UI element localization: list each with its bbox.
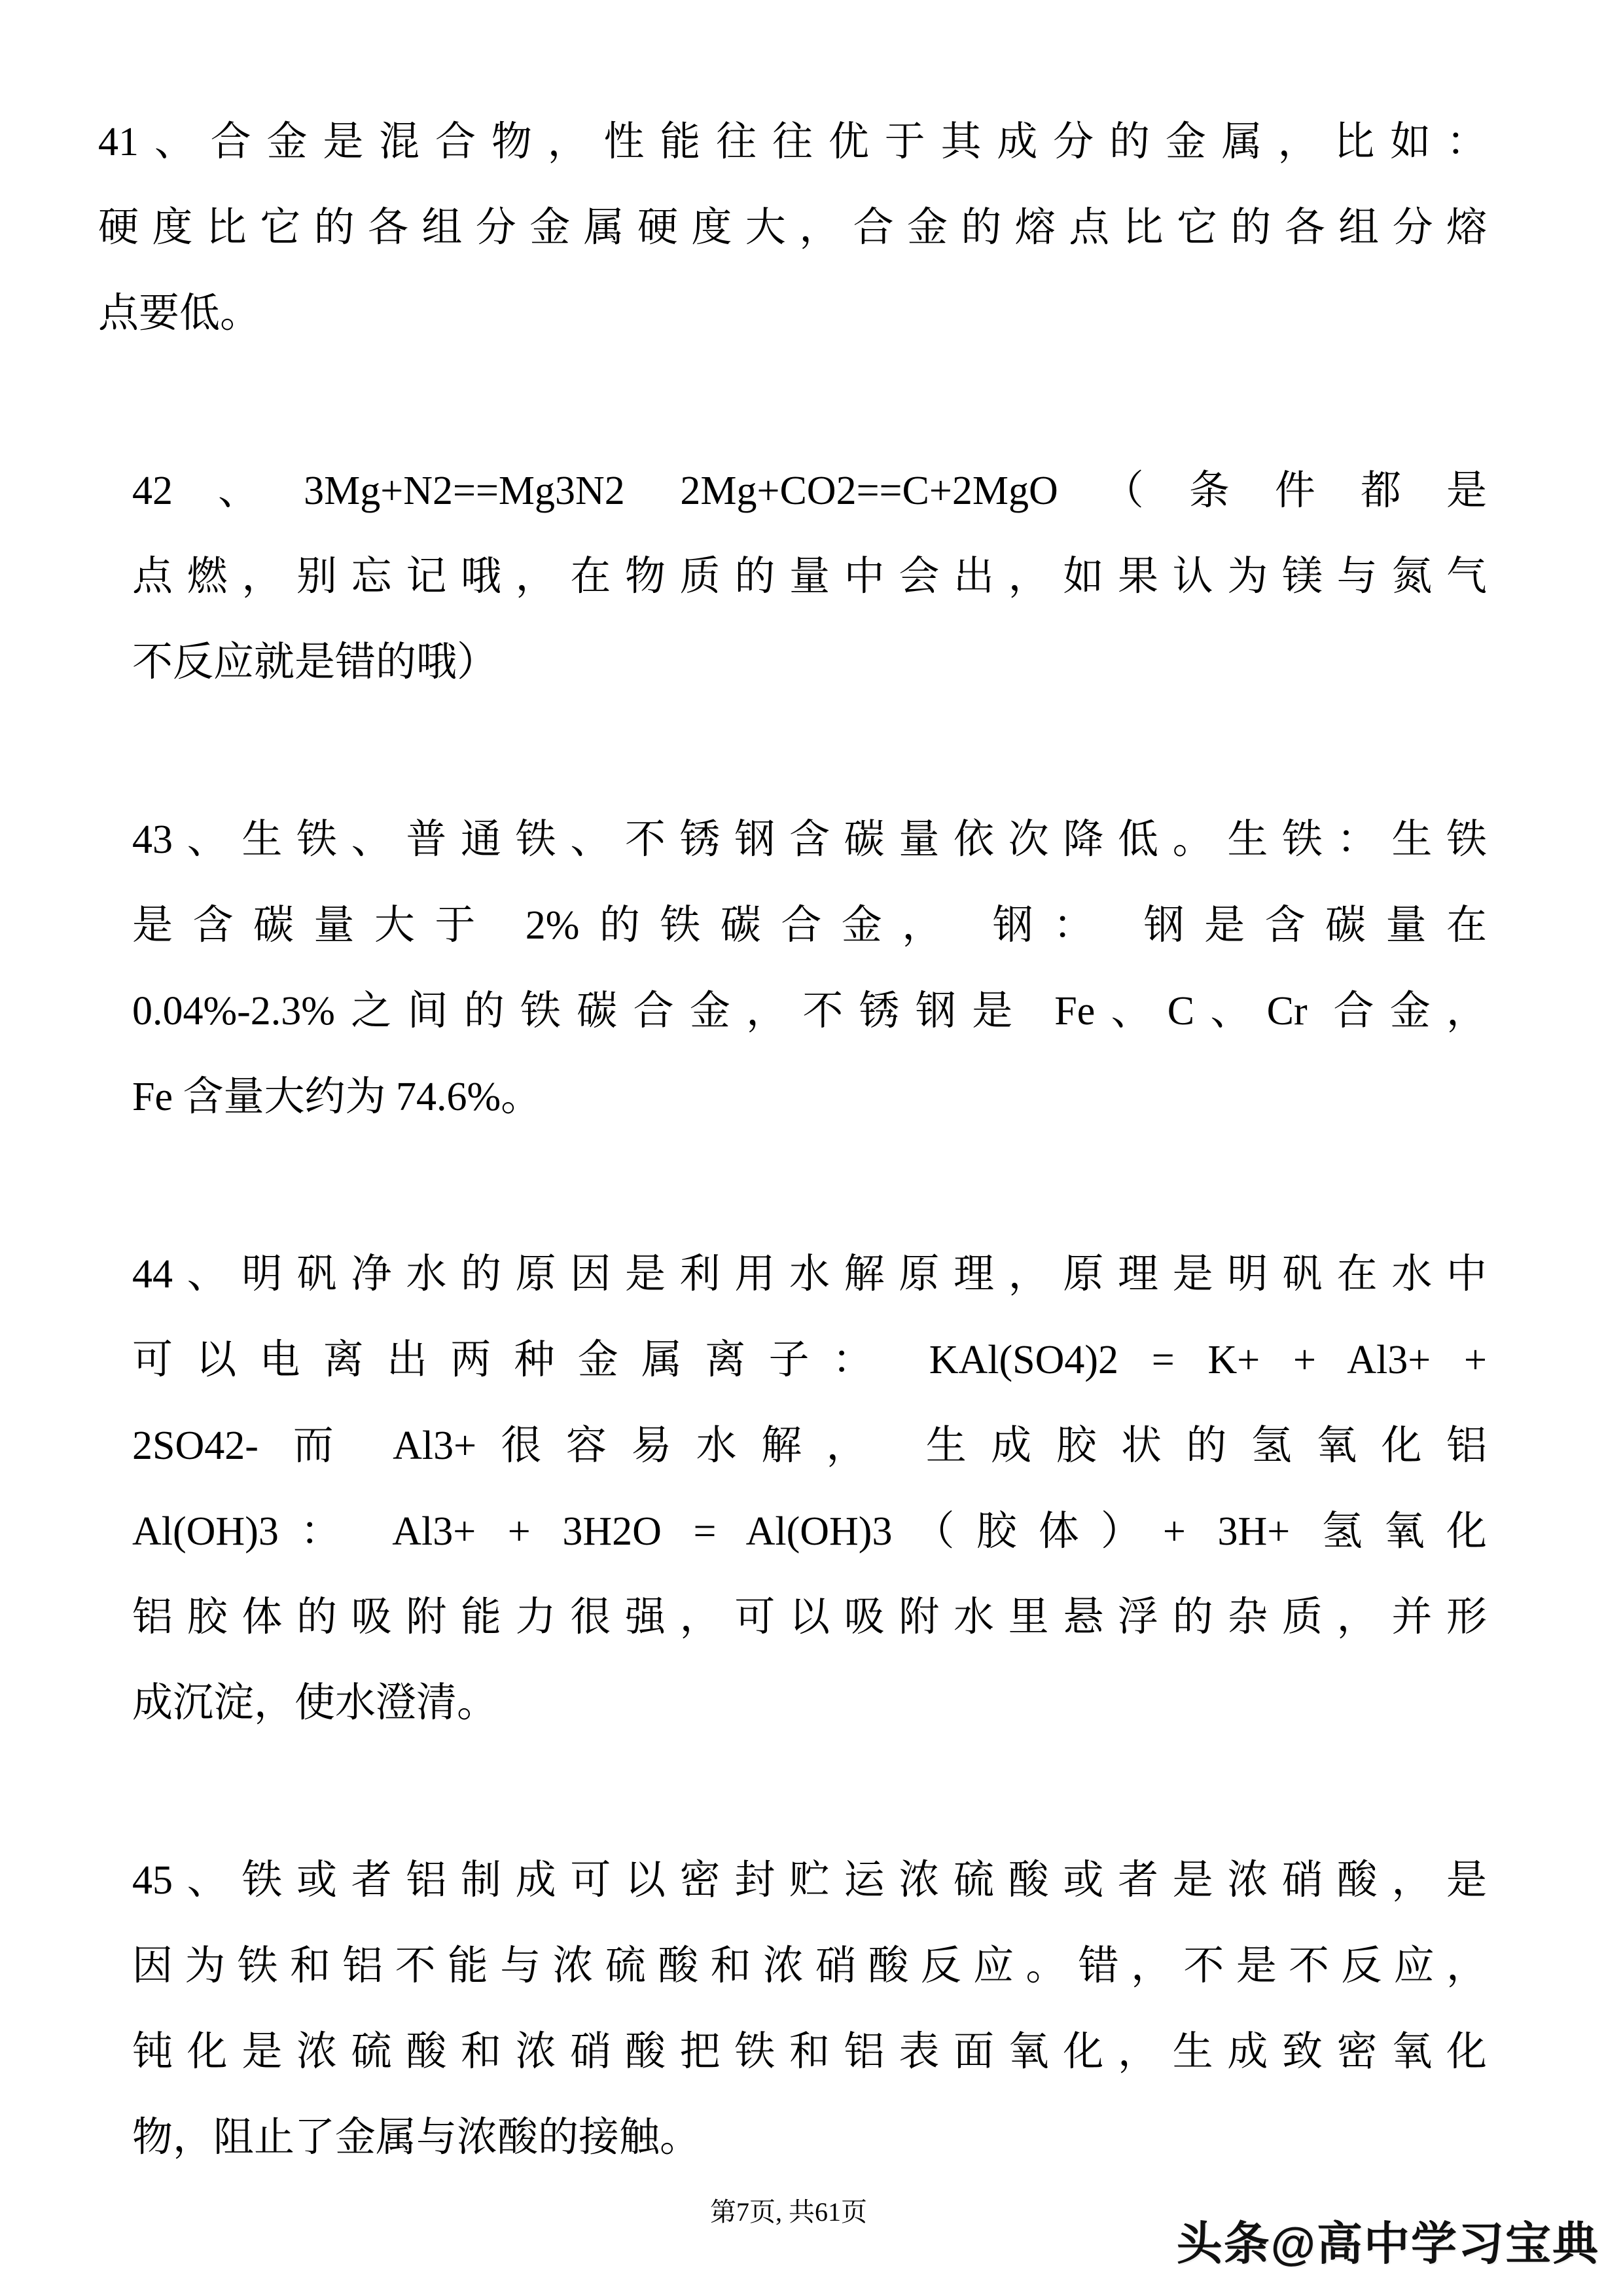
text-line: 点燃，别忘记哦，在物质的量中会出，如果认为镁与氮气 [132,554,1487,599]
text-line: 钝化是浓硫酸和浓硝酸把铁和铝表面氧化，生成致密氧化 [132,2030,1487,2074]
text-line: Al(OH)3： Al3+ + 3H2O = Al(OH)3（胶体）+ 3H+ 氢氧化 [132,1509,1487,1554]
text-line: 是含碳量大于 2%的铁碳合金， 钢： 钢是含碳量在 [132,903,1487,948]
document-body [98,99,1487,2272]
watermark-text: 头条@高中学习宝典 [1176,2218,1599,2269]
text-line: 铝胶体的吸附能力很强，可以吸附水里悬浮的杂质，并形 [132,1595,1487,1640]
text-line: 点要低。 [98,291,261,336]
text-line: 45、铁或者铝制成可以密封贮运浓硫酸或者是浓硝酸，是 [132,1858,1487,1903]
text-line: 0.04%-2.3%之间的铁碳合金，不锈钢是 Fe、C、Cr 合金， [132,989,1487,1033]
paragraph-44 [132,1232,1487,1746]
text-line: 43、生铁、普通铁、不锈钢含碳量依次降低。生铁：生铁 [132,817,1487,862]
text-line: Fe 含量大约为 74.6%。 [132,1075,542,1119]
text-line: 44、明矾净水的原因是利用水解原理，原理是明矾在水中 [132,1252,1487,1297]
text-line: 42、3Mg+N2==Mg3N2 2Mg+CO2==C+2MgO（条件都是 [132,469,1487,513]
paragraph-42 [132,448,1487,706]
text-line: 因为铁和铝不能与浓硫酸和浓硝酸反应。错，不是不反应， [132,1944,1487,1988]
text-line: 41、合金是混合物，性能往往优于其成分的金属，比如： [98,120,1487,164]
page-number: 第7页, 共61页 [710,2197,867,2227]
text-line: 物，阻止了金属与浓酸的接触。 [132,2115,701,2160]
text-line: 2SO42- 而 Al3+很容易水解， 生成胶状的氢氧化铝 [132,1424,1487,1468]
text-line: 成沉淀，使水澄清。 [132,1681,498,1725]
paragraph-43 [132,797,1487,1140]
paragraph-45 [132,1838,1487,2181]
paragraph-41 [98,99,1487,357]
text-line: 硬度比它的各组分金属硬度大，合金的熔点比它的各组分熔 [98,206,1487,250]
text-line: 不反应就是错的哦） [132,640,498,685]
text-line: 可以电离出两种金属离子： KAl(SO4)2 = K+ + Al3+ + [132,1338,1487,1382]
